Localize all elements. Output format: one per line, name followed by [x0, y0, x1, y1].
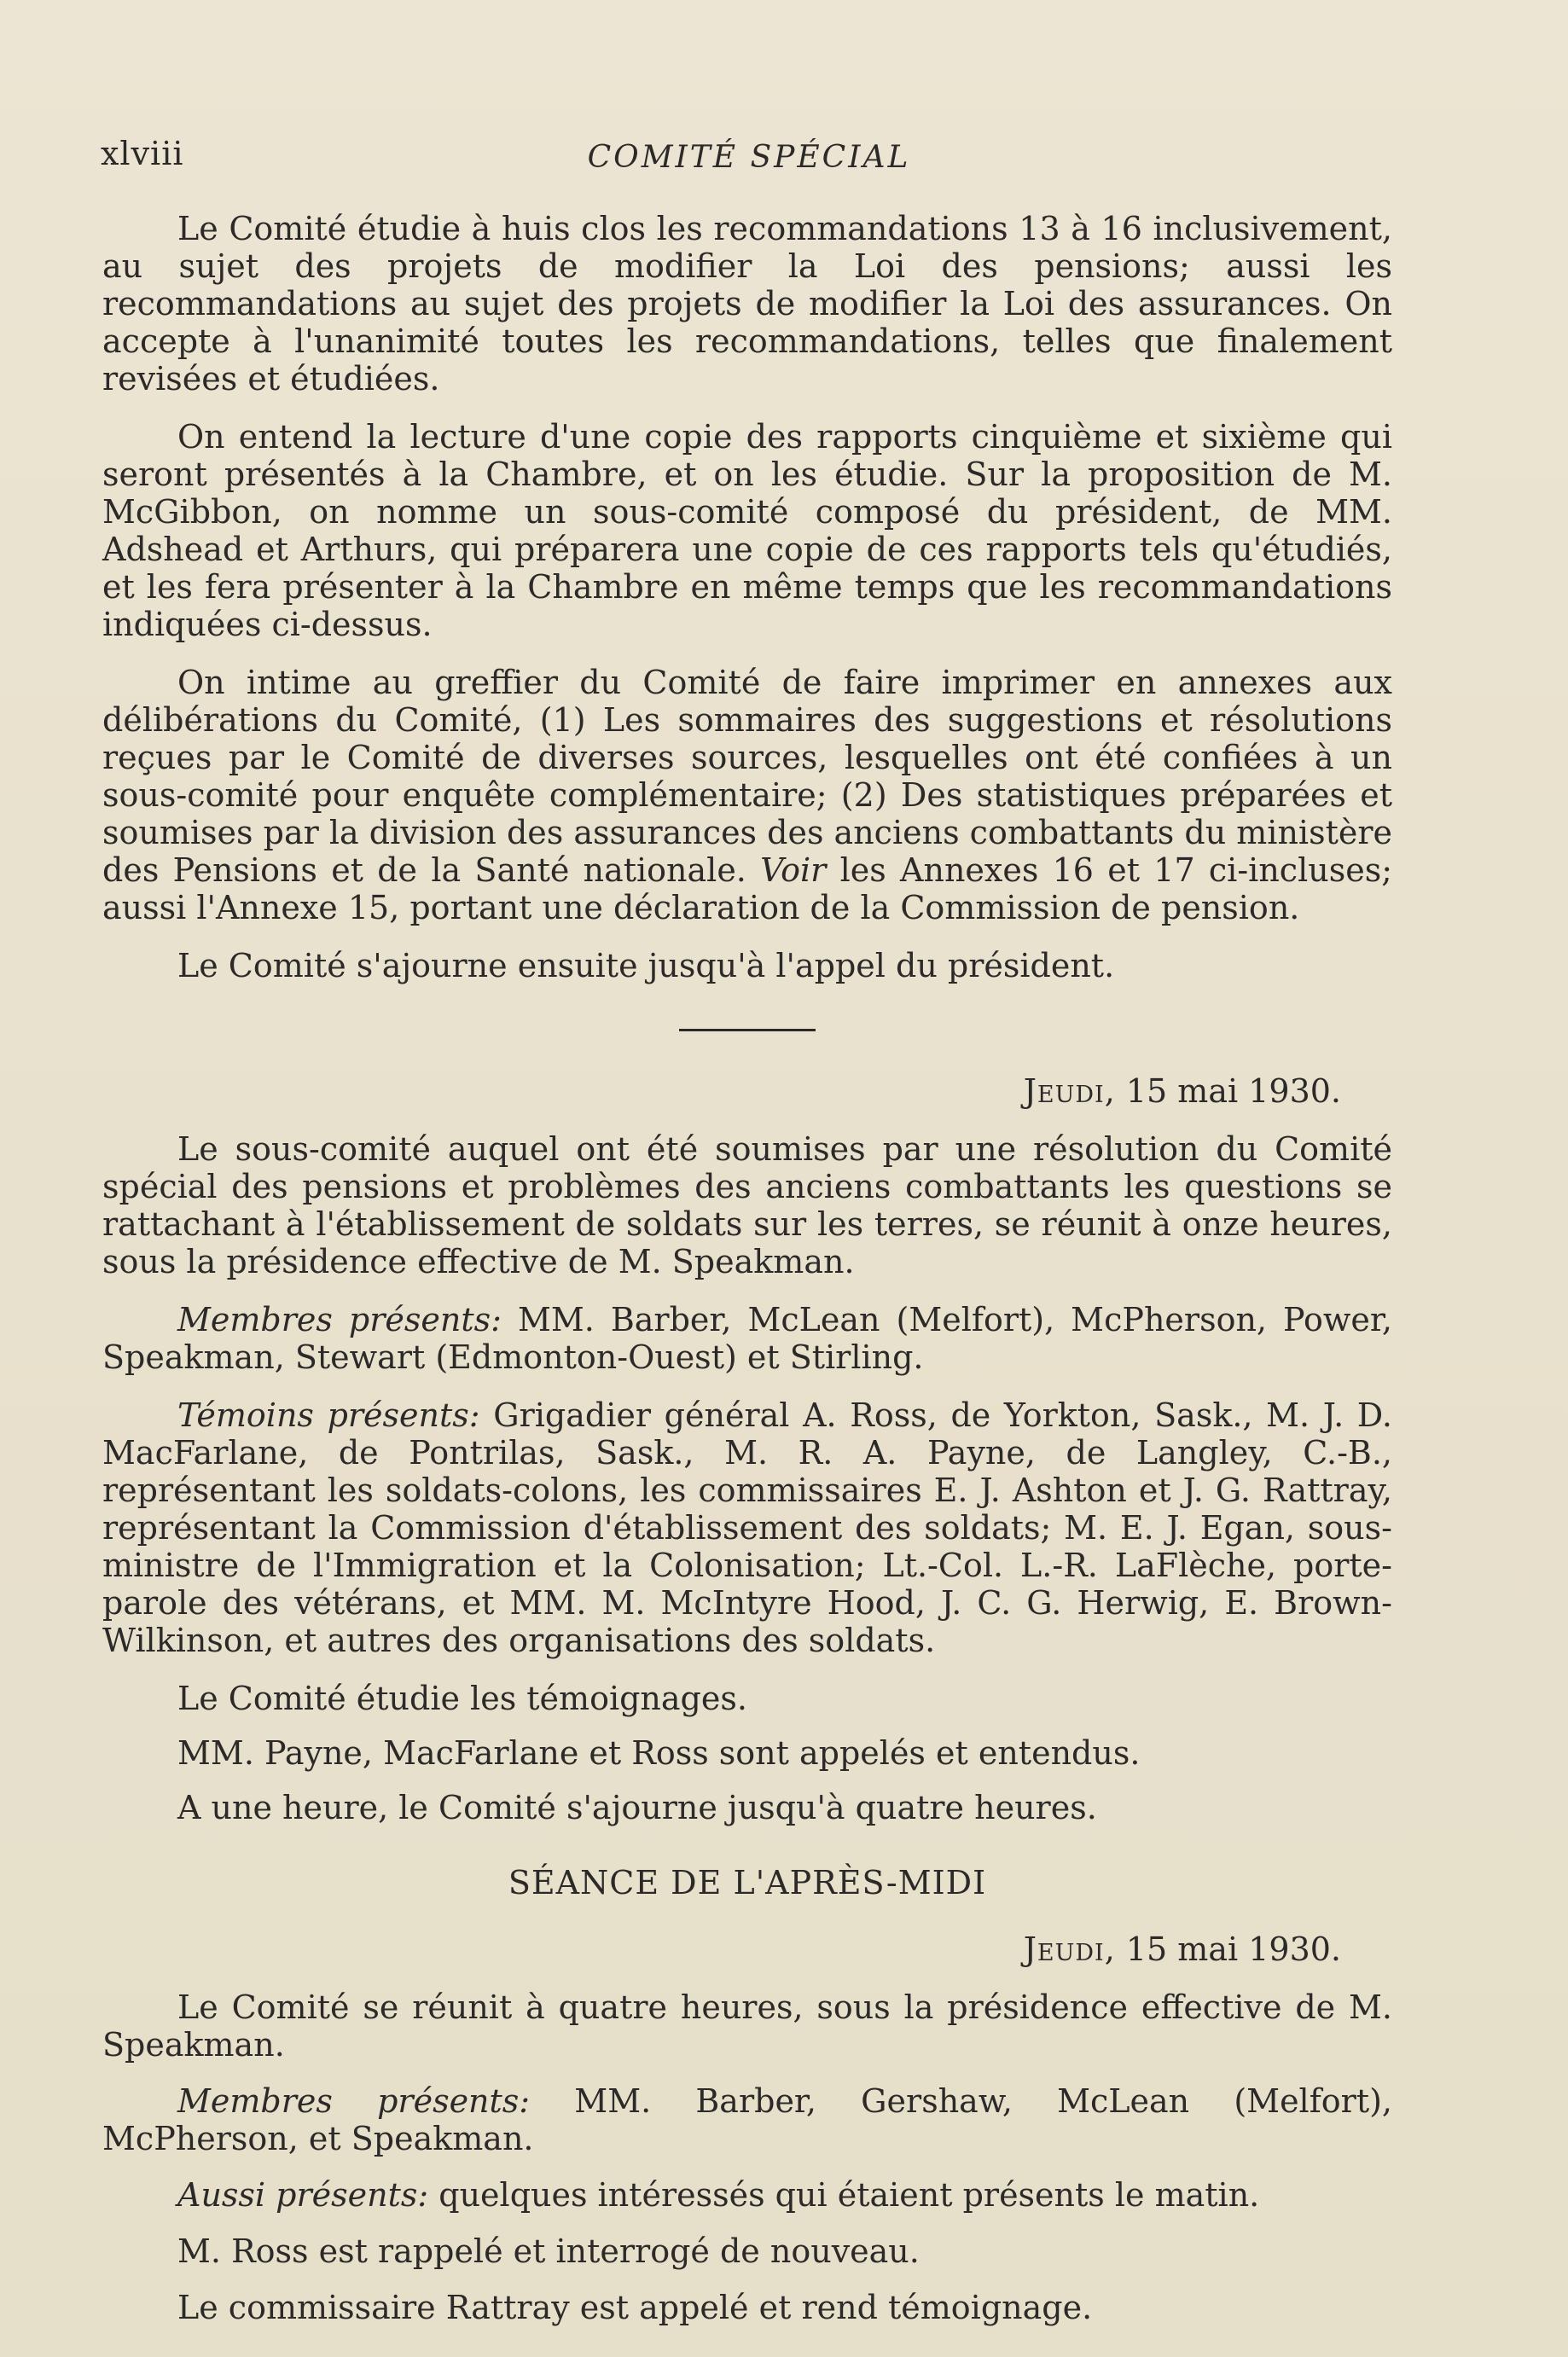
morning-date	[102, 1072, 1392, 1110]
afternoon-opening: Le Comité se réunit à quatre heures, sous la présidence effective de M. Speakman.	[102, 1988, 1392, 2064]
morning-closing-2: MM. Payne, MacFarlane et Ross sont appelés et entendus.	[177, 1734, 1141, 1772]
annexes-text-after: les Annexes 16 et 17 ci-incluses; aussi l'Annexe 15, portant une déclaration de la Commission de pension.	[102, 851, 1392, 926]
afternoon-date-day: Jeudi,	[1023, 1930, 1116, 1968]
running-head	[101, 135, 1397, 186]
morning-members-text: MM. Barber, McLean (Melfort), McPherson, Power, Speakman, Stewart (Edmonton-Ouest) et Stirling.	[102, 1301, 1392, 1376]
morning-witnesses-label: Témoins présents:	[177, 1396, 480, 1434]
afternoon-members	[102, 2082, 1392, 2157]
morning-witnesses-text: Grigadier général A. Ross, de Yorkton, Sask., M. J. D. MacFarlane, de Pontrilas, Sask., M. R. A. Payne, de Langley, C.-B., représentant les soldats-colons, les commissaires E. J. Ashton et J. G. Rattray, représentant la Commission d'établissement des soldats; M. E. J. Egan, sous-ministre de l'Immigration et la Colonisation; Lt.-Col. L.-R. LaFlèche, porte-parole des vétérans, et MM. M. McIntyre Hood, J. C. G. Herwig, E. Brown-Wilkinson, et autres des organisations des soldats.	[102, 1396, 1392, 1659]
afternoon-date-rest: 15 mai 1930.	[1115, 1930, 1341, 1968]
paragraph-annexes	[102, 664, 1392, 926]
annexes-text-before: On intime au greffier du Comité de faire imprimer en annexes aux délibérations du Comité, (1) Les sommaires des suggestions et résolutions reçues par le Comité de diverses sources, lesquelles ont été confiées à un sous-comité pour enquête complémentaire; (2) Des statistiques préparées et soumises par la division des assurances des anciens combattants du ministère des Pensions et de la Santé nationale.	[102, 664, 1392, 889]
afternoon-also-present	[102, 2176, 1392, 2214]
afternoon-members-label: Membres présents:	[177, 2082, 531, 2120]
page-number: xlviii	[101, 135, 184, 172]
morning-date-day: Jeudi,	[1023, 1072, 1116, 1110]
morning-date-rest: 15 mai 1930.	[1115, 1072, 1341, 1110]
morning-closing-1: Le Comité étudie les témoignages.	[177, 1680, 747, 1717]
paragraph-adjourn: Le Comité s'ajourne ensuite jusqu'à l'appel du président.	[177, 947, 1115, 984]
annexes-voir: Voir	[760, 851, 827, 889]
afternoon-date	[102, 1930, 1392, 1968]
afternoon-also-label: Aussi présents:	[177, 2176, 429, 2214]
afternoon-heading: SÉANCE DE L'APRÈS-MIDI	[508, 1864, 987, 1901]
morning-witnesses	[102, 1396, 1392, 1659]
paragraph-recommendations: Le Comité étudie à huis clos les recommandations 13 à 16 inclusivement, au sujet des projets de modifier la Loi des pensions; aussi les recommandations au sujet des projets de modifier la Loi des assurances. On accepte à l'unanimité toutes les recommandations, telles que finalement revisées et étudiées.	[102, 210, 1392, 398]
morning-members-label: Membres présents:	[177, 1301, 502, 1338]
afternoon-closing-2: Le commissaire Rattray est appelé et rend témoignage.	[177, 2289, 1093, 2326]
morning-opening: Le sous-comité auquel ont été soumises par une résolution du Comité spécial des pensions et problèmes des anciens combattants les questions se rattachant à l'établissement de soldats sur les terres, se réunit à onze heures, sous la présidence effective de M. Speakman.	[102, 1130, 1392, 1280]
paragraph-reports: On entend la lecture d'une copie des rapports cinquième et sixième qui seront présentés à la Chambre, et on les étudie. Sur la proposition de M. McGibbon, on nomme un sous-comité composé du président, de MM. Adshead et Arthurs, qui préparera une copie de ces rapports tels qu'étudiés, et les fera présenter à la Chambre en même temps que les recommandations indiquées ci-dessus.	[102, 418, 1392, 643]
afternoon-closing-1: M. Ross est rappelé et interrogé de nouveau.	[177, 2232, 920, 2270]
section-divider	[679, 1029, 816, 1031]
running-title: COMITÉ SPÉCIAL	[587, 140, 911, 175]
afternoon-also-text: quelques intéressés qui étaient présents le matin.	[428, 2176, 1260, 2214]
morning-members	[102, 1301, 1392, 1376]
morning-closing-3: A une heure, le Comité s'ajourne jusqu'à quatre heures.	[177, 1789, 1097, 1826]
document-body	[102, 210, 1392, 2345]
afternoon-members-text: MM. Barber, Gershaw, McLean (Melfort), McPherson, et Speakman.	[102, 2082, 1392, 2157]
